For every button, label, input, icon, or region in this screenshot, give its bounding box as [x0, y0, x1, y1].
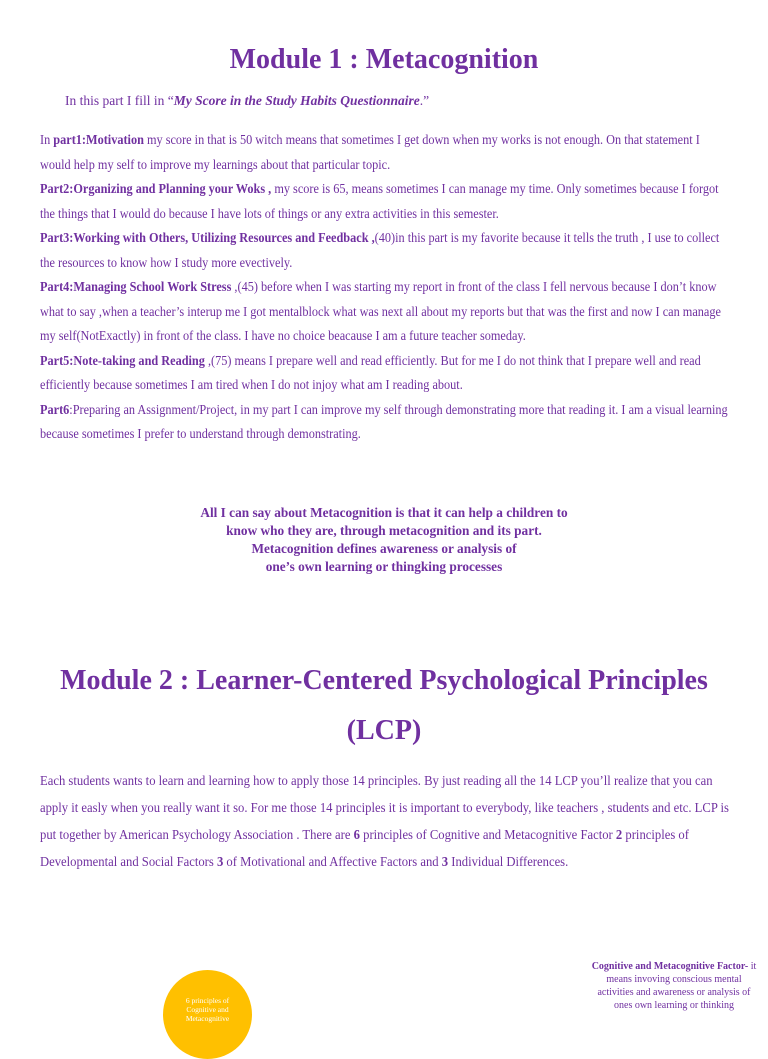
intro-quote-open: “ [167, 93, 174, 108]
part-label: Part2:Organizing and Planning your Woks , [40, 181, 272, 196]
circle-line: 6 principles of [185, 996, 230, 1005]
para-text: of Motivational and Affective Factors and [223, 854, 442, 869]
cognitive-factor-circle [163, 970, 252, 1059]
para-number: 3 [441, 854, 449, 869]
part-label: part1:Motivation [53, 132, 144, 147]
part-text: my score is 65, means sometimes I can manage my time. Only sometimes because I forgot the things that I would do because I have lots of things or any extra activities in this semester. [40, 181, 719, 221]
part-text: ,(45) before when I was starting my report in front of the class I fell nervous because I don’t know what to say ,when a teacher’s interup me I got mentalblock what was next all about my reports but that was the first and now I can manage my self(NotExactly) in front of the class. I have no choice beacause I am a future teacher someday. [40, 279, 721, 343]
para-text: Individual Differences. [448, 854, 569, 869]
circle-line: Cognitive and [186, 1005, 229, 1014]
cognitive-factor-note [588, 960, 760, 1012]
intro-quote: My Score in the Study Habits Questionnaire [173, 93, 420, 108]
module2-title-line2: (LCP) [346, 715, 422, 746]
intro-prefix: In this part I fill in [65, 93, 168, 108]
intro-quote-close: .” [419, 93, 430, 108]
part-text: :Preparing an Assignment/Project, in my part I can improve my self through demonstrating more that reading it. I am a visual learning because sometimes I prefer to understand through demonstrating. [40, 401, 728, 441]
part-paragraph [40, 398, 730, 447]
part-label: Part5:Note-taking and Reading [40, 352, 205, 368]
module2-paragraph [40, 767, 730, 875]
summary-line: Metacognition defines awareness or analysis of [251, 541, 517, 556]
part-label: Part6 [40, 401, 70, 417]
module1-intro [65, 93, 429, 109]
part-paragraph [40, 128, 730, 177]
part-text: ,(75) means I prepare well and read efficiently. But for me I do not think that I prepare well and read efficiently because sometimes I am tired when I do not injoy what am I reading about. [40, 352, 701, 392]
part-paragraph [40, 275, 730, 349]
part-paragraph [40, 177, 730, 226]
module2-body [40, 767, 730, 875]
para-number: 3 [216, 854, 224, 869]
para-number: 2 [615, 827, 623, 842]
part-paragraph [40, 226, 730, 275]
part-label: Part3:Working with Others, Utilizing Resources and Feedback , [40, 230, 375, 245]
part-text: (40)in this part is my favorite because it tells the truth , I use to collect the resources to know how I study more evectively. [40, 230, 720, 270]
para-number: 6 [353, 827, 360, 842]
summary-line: All I can say about Metacognition is that it can help a children to [200, 505, 568, 520]
note-text: it means invoving conscious mental activities and awareness or analysis of ones own learning or thinking [597, 961, 757, 1011]
para-text: principles of Developmental and Social Factors [40, 827, 689, 869]
module1-summary [0, 504, 768, 576]
para-text: Each students wants to learn and learning how to apply those 14 principles. By just reading all the 14 LCP you’ll realize that you can apply it easly when you really want it so. For me those 14 principles it is important to everybody, like teachers , students and etc. LCP is put together by American Psychology Association . There are [40, 773, 729, 842]
module2-title [0, 656, 768, 756]
part-paragraph [40, 349, 730, 398]
para-text: principles of Cognitive and Metacognitive Factor [359, 827, 616, 842]
module2-title-line1: Module 2 : Learner-Centered Psychological Principles [60, 665, 708, 696]
module1-title: Module 1 : Metacognition [229, 44, 539, 75]
circle-label [163, 996, 252, 1023]
note-label: Cognitive and Metacognitive Factor- [591, 961, 749, 972]
part-prefix: In [40, 132, 54, 147]
module1-body [40, 128, 730, 447]
part-text: my score in that is 50 witch means that sometimes I get down when my works is not enough. On that statement I would help my self to improve my learnings about that particular topic. [40, 132, 700, 172]
circle-line: Metacognitive [185, 1014, 230, 1023]
part-label: Part4:Managing School Work Stress [40, 279, 232, 294]
summary-line: know who they are, through metacognition and its part. [226, 523, 542, 538]
summary-line: one’s own learning or thingking processes [265, 559, 503, 574]
